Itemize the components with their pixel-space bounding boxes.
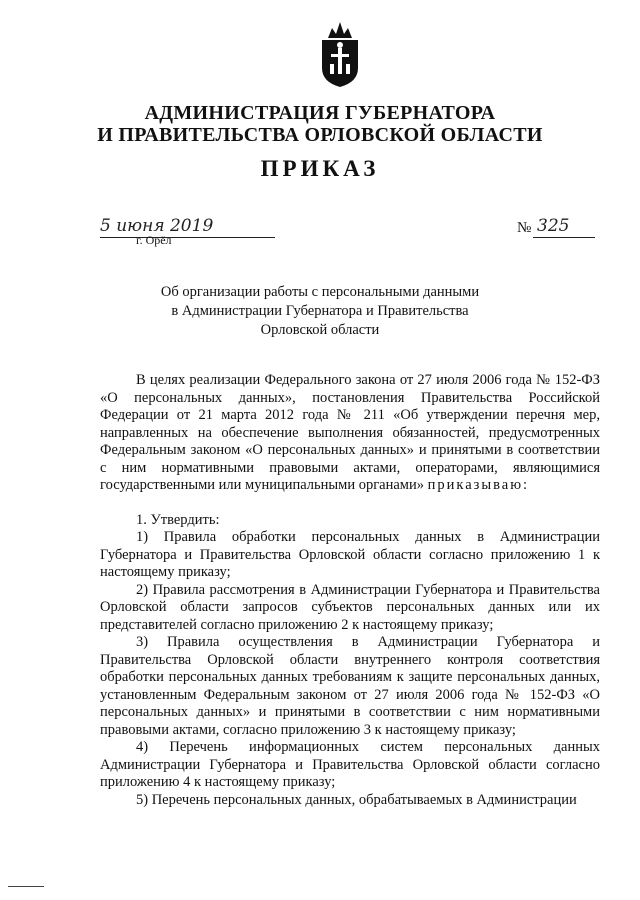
order-word: приказываю: — [427, 477, 530, 493]
item-3: 3) Правила осуществления в Администрации Губернатора и Правительства Орловской области внутреннего контроля соответствия обработки персональных данных требованиям к защите персональных данных, установленным Федеральным законом от 27 июля 2006 года № 152-ФЗ «О персональных данных» и принятыми в соответствии с ним нормативными правовыми актами, согласно приложению 3 к настоящему приказу; — [100, 634, 600, 738]
preamble-paragraph — [100, 372, 600, 495]
number-handwritten: 325 — [537, 216, 570, 236]
city-label: г. Орёл — [136, 233, 172, 247]
number-underline — [533, 237, 595, 238]
subject-line2: в Администрации Губернатора и Правительства — [171, 303, 469, 319]
subject-line3: Орловской области — [260, 322, 380, 338]
subject-block — [0, 283, 640, 340]
approve-heading: 1. Утвердить: — [136, 511, 220, 528]
subject-line1: Об организации работы с персональными данными — [160, 284, 480, 300]
item-1: 1) Правила обработки персональных данных в Администрации Губернатора и Правительства Орловской области согласно приложению 1 к настоящему приказу; — [100, 529, 600, 580]
number-label: № — [517, 220, 532, 236]
coat-of-arms-emblem — [318, 18, 362, 88]
item-2: 2) Правила рассмотрения в Администрации Губернатора и Правительства Орловской области запросов субъектов персональных данных или их представителей согласно приложению 2 к настоящему приказу; — [100, 581, 600, 633]
document-type: ПРИКАЗ — [260, 156, 380, 181]
org-title-line2: И ПРАВИТЕЛЬСТВА ОРЛОВСКОЙ ОБЛАСТИ — [97, 124, 543, 146]
date-handwritten: 5 июня 2019 — [100, 216, 214, 236]
date-underline — [100, 237, 275, 238]
document-body — [100, 372, 600, 809]
org-title-line1: АДМИНИСТРАЦИЯ ГУБЕРНАТОРА — [144, 102, 496, 124]
item-4: 4) Перечень информационных систем персональных данных Администрации Губернатора и Правительства Орловской области согласно приложению 4 к настоящему приказу; — [100, 739, 600, 790]
preamble-text: В целях реализации Федерального закона от 27 июля 2006 года № 152-ФЗ «О персональных данных», постановления Правительства Российской Федерации от 21 марта 2012 года № 211 «Об утверждении перечня мер, направленных на обеспечение выполнения обязанностей, предусмотренных Федеральным законом «О персональных данных» и принятыми в соответствии с ним нормативными правовыми актами, операторами, являющимися государственными или муниципальными органами» — [100, 372, 600, 493]
item-5: 5) Перечень персональных данных, обрабатываемых в Администрации — [136, 791, 577, 808]
footer-mark — [8, 886, 44, 887]
